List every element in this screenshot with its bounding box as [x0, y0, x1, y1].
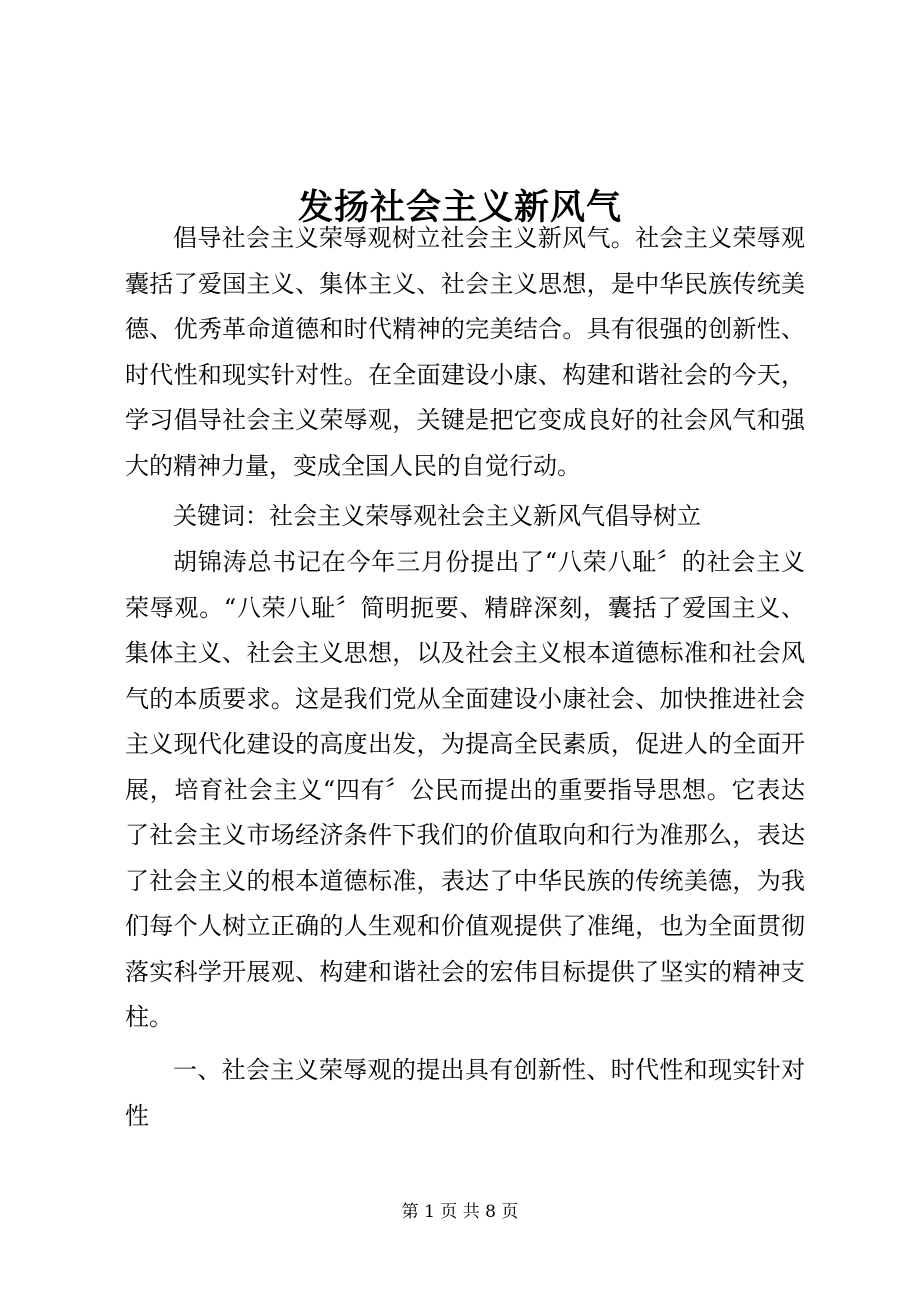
document-title: 发扬社会主义新风气 — [297, 187, 622, 229]
paragraph-keywords: 关键词：社会主义荣辱观社会主义新风气倡导树立 — [173, 502, 701, 530]
page-footer: 第 1 页 共 8 页 — [401, 1202, 519, 1222]
paragraph-main: 胡锦涛总书记在今年三月份提出了“八荣八耻〞的社会主义荣辱观。“八荣八耻〞简明扼要、精辟深刻，囊括了爱国主义、集体主义、社会主义思想，以及社会主义根本道德标准和社会风气的本质要求。这是我们党从全面建设小康社会、加快推进社会主义现代化建设的高度出发，为提高全民素质，促进人的全面开展，培育社会主义“四有〞公民而提出的重要指导思想。它表达了社会主义市场经济条件下我们的价值取向和行为准那么，表达了社会主义的根本道德标准，表达了中华民族的传统美德，为我们每个人树立正确的人生观和价值观提供了准绳，也为全面贯彻落实科学开展观、构建和谐社会的宏伟目标提供了坚实的精神支柱。 — [125, 548, 805, 1031]
paragraph-intro: 倡导社会主义荣辱观树立社会主义新风气。社会主义荣辱观囊括了爱国主义、集体主义、社会主义思想，是中华民族传统美德、优秀革命道德和时代精神的完美结合。具有很强的创新性、时代性和现实针对性。在全面建设小康、构建和谐社会的今天，学习倡导社会主义荣辱观，关键是把它变成良好的社会风气和强大的精神力量，变成全国人民的自觉行动。 — [125, 224, 805, 480]
section-heading-1: 一、社会主义荣辱观的提出具有创新性、时代性和现实针对性 — [125, 1056, 805, 1130]
